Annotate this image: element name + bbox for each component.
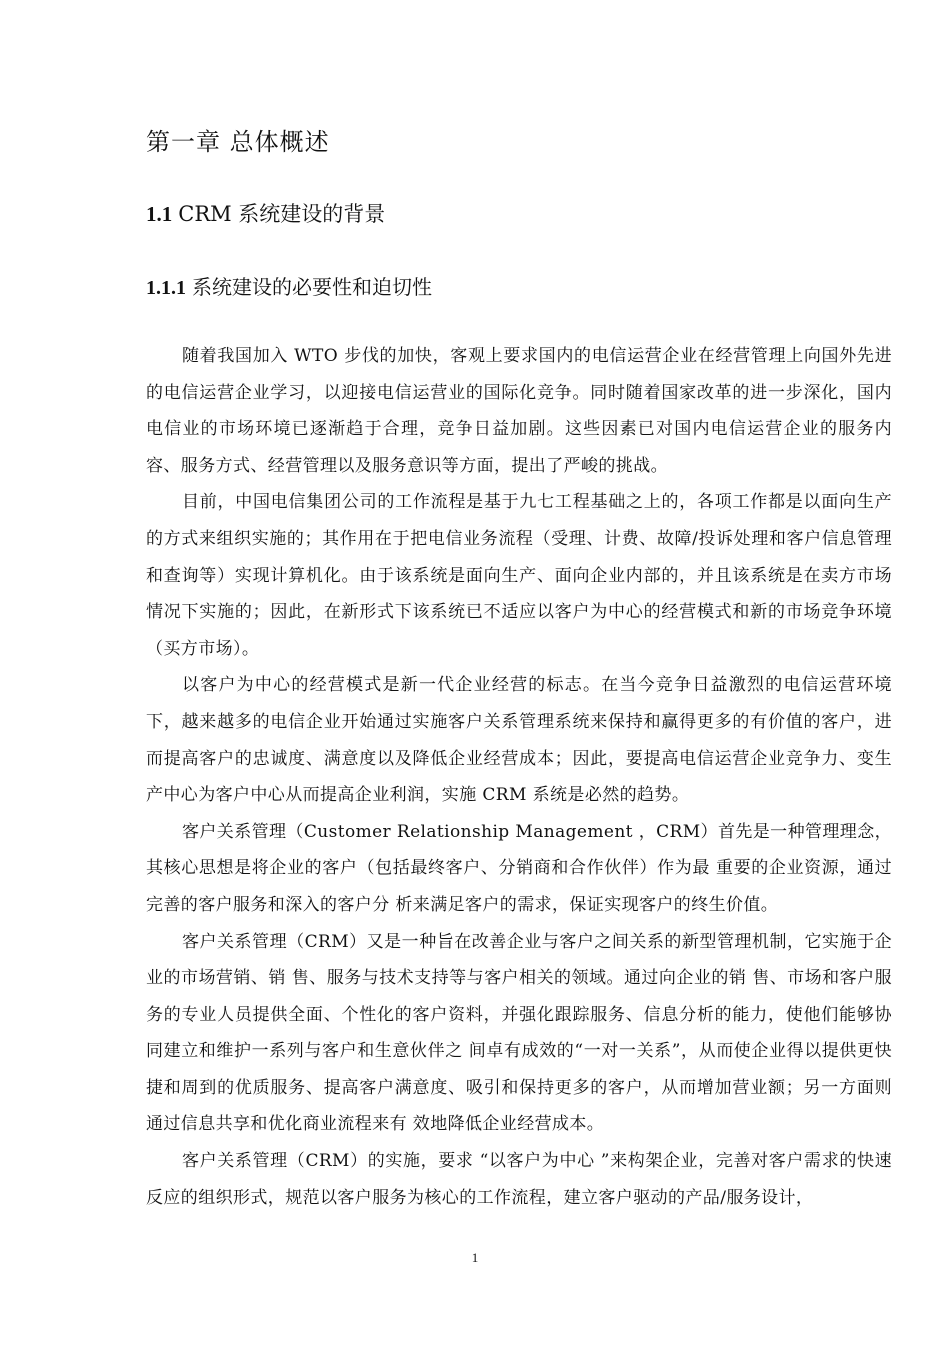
chapter-title: 第一章 总体概述 bbox=[146, 128, 330, 156]
subsection-number: 1.1.1 bbox=[146, 277, 186, 299]
paragraph-2: 目前，中国电信集团公司的工作流程是基于九七工程基础之上的，各项工作都是以面向生产的方式来组织实施的；其作用在于把电信业务流程（受理、计费、故障/投诉处理和客户信息管理和查询等）实现计算机化。由于该系统是面向生产、面向企业内部的，并且该系统是在卖方市场情况下实施的；因此，在新形式下该系统已不适应以客户为中心的经营模式和新的市场竞争环境（买方市场）。 bbox=[146, 492, 892, 659]
subsection-title: 系统建设的必要性和迫切性 bbox=[192, 275, 432, 299]
paragraph-5: 客户关系管理（CRM）又是一种旨在改善企业与客户之间关系的新型管理机制，它实施于企业的市场营销、销 售、服务与技术支持等与客户相关的领域。通过向企业的销 售、市场和客户服务的专业人员提供全面、个性化的客户资料，并强化跟踪服务、信息分析的能力，使他们能够协同建立和维护一系列与客户和生意伙伴之 间卓有成效的“一对一关系”，从而使企业得以提供更快捷和周到的优质服务、提高客户满意度、吸引和保持更多的客户，从而增加营业额；另一方面则通过信息共享和优化商业流程来有 效地降低企业经营成本。 bbox=[146, 931, 892, 1135]
body-text bbox=[146, 338, 892, 1216]
paragraph-1: 随着我国加入 WTO 步伐的加快，客观上要求国内的电信运营企业在经营管理上向国外先进的电信运营企业学习，以迎接电信运营业的国际化竞争。同时随着国家改革的进一步深化，国内电信业的市场环境已逐渐趋于合理，竞争日益加剧。这些因素已对国内电信运营企业的服务内容、服务方式、经营管理以及服务意识等方面，提出了严峻的挑战。 bbox=[146, 346, 892, 476]
paragraph-3: 以客户为中心的经营模式是新一代企业经营的标志。在当今竞争日益激烈的电信运营环境下，越来越多的电信企业开始通过实施客户关系管理系统来保持和赢得更多的有价值的客户，进而提高客户的忠诚度、满意度以及降低企业经营成本；因此，要提高电信运营企业竞争力、变生产中心为客户中心从而提高企业利润，实施 CRM 系统是必然的趋势。 bbox=[146, 675, 892, 806]
paragraph-6: 客户关系管理（CRM）的实施，要求 “以客户为中心 ”来构架企业，完善对客户需求的快速反应的组织形式，规范以客户服务为核心的工作流程，建立客户驱动的产品/服务设计， bbox=[146, 1151, 892, 1208]
subsection-heading bbox=[146, 272, 432, 303]
paragraph-4: 客户关系管理（Customer Relationship Management ，CRM）首先是一种管理理念，其核心思想是将企业的客户（包括最终客户、分销商和合作伙伴）作为最 重要的企业资源，通过完善的客户服务和深入的客户分 析来满足客户的需求，保证实现客户的终生价值。 bbox=[146, 821, 892, 915]
section-number: 1.1 bbox=[146, 202, 173, 226]
section-heading bbox=[146, 198, 385, 230]
page-number: 1 bbox=[471, 1250, 479, 1265]
section-title: CRM 系统建设的背景 bbox=[178, 202, 386, 226]
